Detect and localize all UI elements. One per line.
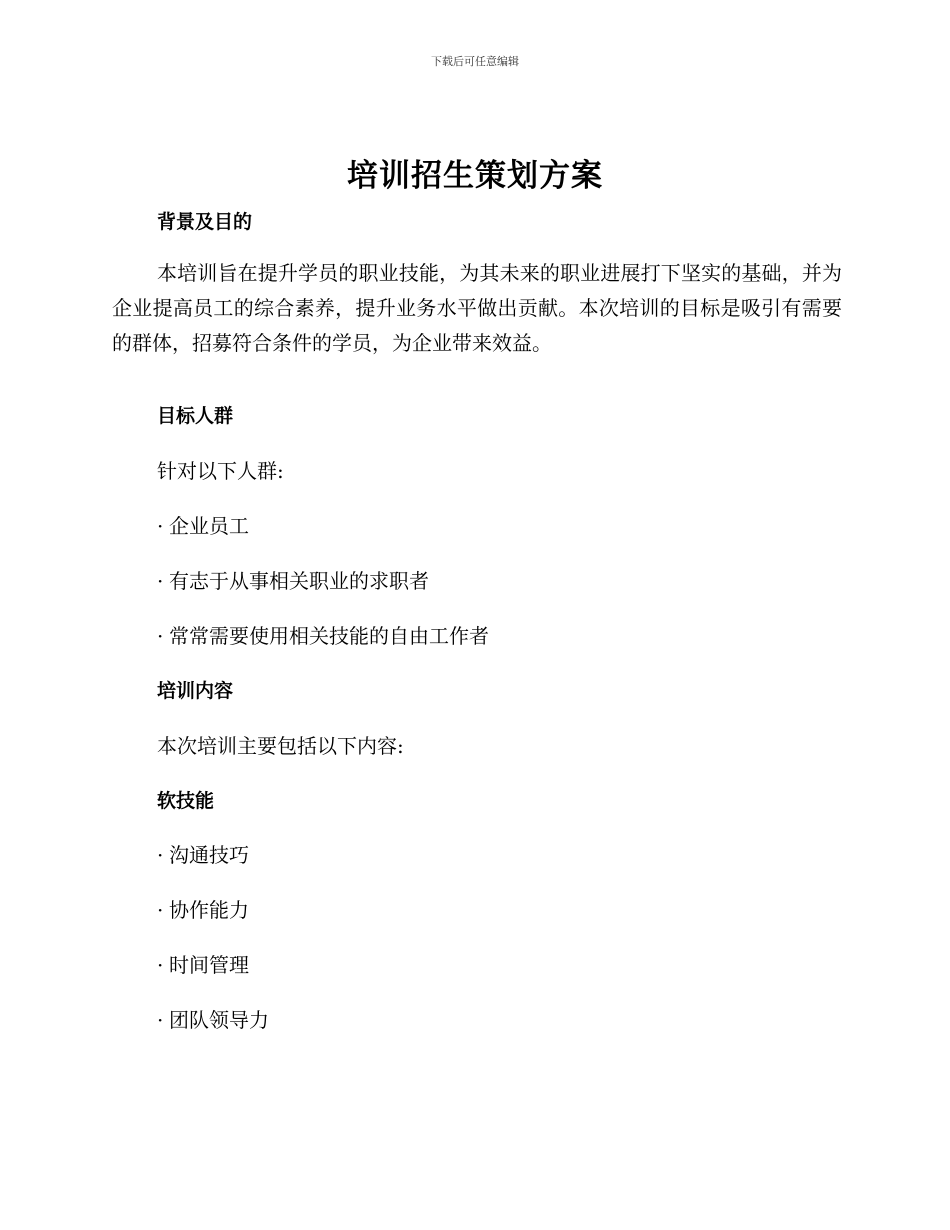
background-paragraph: 本培训旨在提升学员的职业技能，为其未来的职业进展打下坚实的基础，并为企业提高员工的综合素养，提升业务水平做出贡献。本次培训的目标是吸引有需要的群体，招募符合条件的学员，为企业带来效益。	[112, 261, 842, 355]
bullet-mark: ·	[157, 898, 164, 922]
list-item	[157, 510, 249, 539]
section-heading-content: 培训内容	[157, 680, 234, 702]
bullet-mark: ·	[157, 1008, 164, 1032]
list-item-text: 协作能力	[169, 898, 249, 922]
bullet-mark: ·	[157, 569, 164, 593]
list-item-text: 常常需要使用相关技能的自由工作者	[169, 624, 489, 648]
section-heading-background: 背景及目的	[157, 211, 253, 233]
list-item	[157, 894, 249, 923]
bullet-mark: ·	[157, 843, 164, 867]
bullet-mark: ·	[157, 953, 164, 977]
list-item-text: 有志于从事相关职业的求职者	[169, 569, 429, 593]
section-heading-target: 目标人群	[157, 405, 234, 427]
target-intro: 针对以下人群:	[157, 459, 284, 483]
bullet-mark: ·	[157, 514, 164, 538]
list-item-text: 时间管理	[169, 953, 249, 977]
header-note: 下载后可任意编辑	[431, 55, 519, 68]
list-item	[157, 949, 249, 978]
list-item	[157, 1004, 269, 1033]
list-item	[157, 839, 249, 868]
section-heading-soft-skills: 软技能	[157, 790, 215, 812]
content-intro: 本次培训主要包括以下内容:	[157, 734, 404, 758]
document-title: 培训招生策划方案	[347, 158, 603, 194]
list-item-text: 团队领导力	[169, 1008, 269, 1032]
list-item-text: 沟通技巧	[169, 843, 249, 867]
list-item-text: 企业员工	[169, 514, 249, 538]
list-item	[157, 565, 429, 594]
list-item	[157, 620, 489, 649]
bullet-mark: ·	[157, 624, 164, 648]
